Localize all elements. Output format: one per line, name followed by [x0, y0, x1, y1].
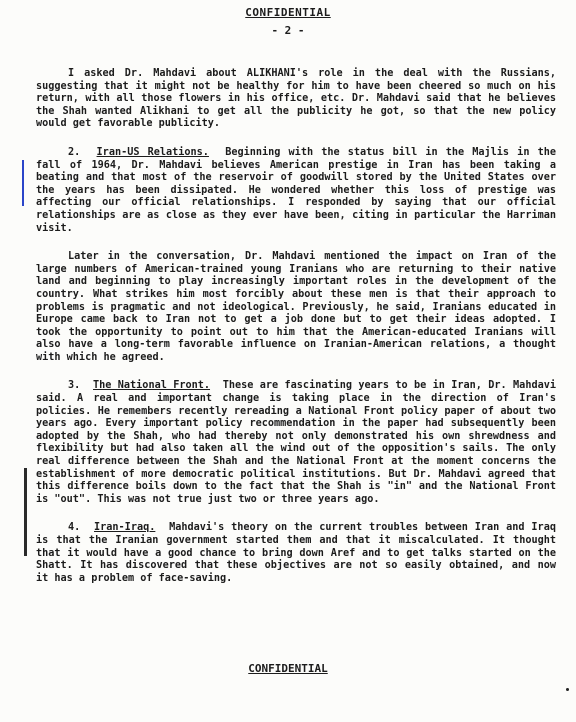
paragraph-american-trained: [36, 251, 556, 364]
paragraph-heading: Iran-Iraq.: [94, 522, 156, 534]
paragraph-heading: The National Front.: [93, 380, 211, 392]
paragraph-number: 3.: [68, 380, 81, 392]
paragraph-number: 2.: [68, 146, 81, 158]
paragraph-national-front: [36, 380, 556, 506]
paragraph-alikhani: [36, 68, 556, 131]
paragraph-text: I asked Dr. Mahdavi about ALIKHANI's role in the deal with the Russians, suggesting that it might not be healthy for him to have been cheered so much on his return, with all those flowers in his office, etc. Dr. Mahdavi said that he believes the Shah wanted Alikhani to get all the publicity he got, so that the new policy would get favorable publicity.: [36, 68, 556, 130]
classification-header: CONFIDENTIAL: [245, 6, 331, 19]
paragraph-text: These are fascinating years to be in Iran, Dr. Mahdavi said. A real and important change is taking place in the direction of Iran's policies. He remembers recently rereading a National Front policy paper of about two years ago. Every important policy recommendation in the paper had subsequently been adopted by the Shah, who had thereby not only demonstrated his own shrewdness and flexibility but had also taken all the wind out of the opposition's sails. The only real difference between the Shah and the National Front at the moment concerns the establishment of more democratic political institutions. But Dr. Mahdavi agreed that this difference boils down to the fact that the Shah is "in" and the National Front is "out". This was not true just two or three years ago.: [36, 380, 556, 505]
margin-bar: [24, 468, 27, 556]
paragraph-number: 4.: [68, 522, 81, 534]
margin-mark-blue: [22, 160, 24, 206]
paragraph-heading: Iran-US Relations.: [96, 146, 209, 158]
paragraph-iran-iraq: [36, 522, 556, 585]
paragraph-text: Beginning with the status bill in the Majlis in the fall of 1964, Dr. Mahdavi believes American prestige in Iran has been taking a beating and that most of the reservoir of goodwill stored by the United States over the years has been dissipated. He wondered whether this loss of prestige was affecting our official relationships. I responded by saying that our official relationships are as close as they ever have been, citing in particular the Harriman visit.: [36, 146, 556, 234]
paragraph-text: Later in the conversation, Dr. Mahdavi mentioned the impact on Iran of the large numbers of American-trained young Iranians who are returning to their native land and beginning to play increasingly important roles in the development of the country. What strikes him most forcibly about these men is that their approach to problems is pragmatic and not ideological. Previously, he said, Iranians educated in Europe came back to Iran not to get a job done but to get their ideas adopted. I took the opportunity to point out to him that the American-educated Iranians will also have a long-term favorable influence on Iranian-American relations, a thought with which he agreed.: [36, 251, 556, 363]
stray-mark: [566, 688, 569, 691]
memo-body: [36, 68, 556, 601]
paragraph-text: Mahdavi's theory on the current troubles between Iran and Iraq is that the Iranian government started them and that it miscalculated. It thought that it would have a good chance to bring down Aref and to get talks started on the Shatt. It has discovered that these objectives are not so easily obtained, and now it has a problem of face-saving.: [36, 522, 556, 584]
classification-footer: CONFIDENTIAL: [248, 662, 328, 675]
paragraph-iran-us-relations: [36, 147, 556, 235]
page-number: - 2 -: [271, 24, 305, 37]
